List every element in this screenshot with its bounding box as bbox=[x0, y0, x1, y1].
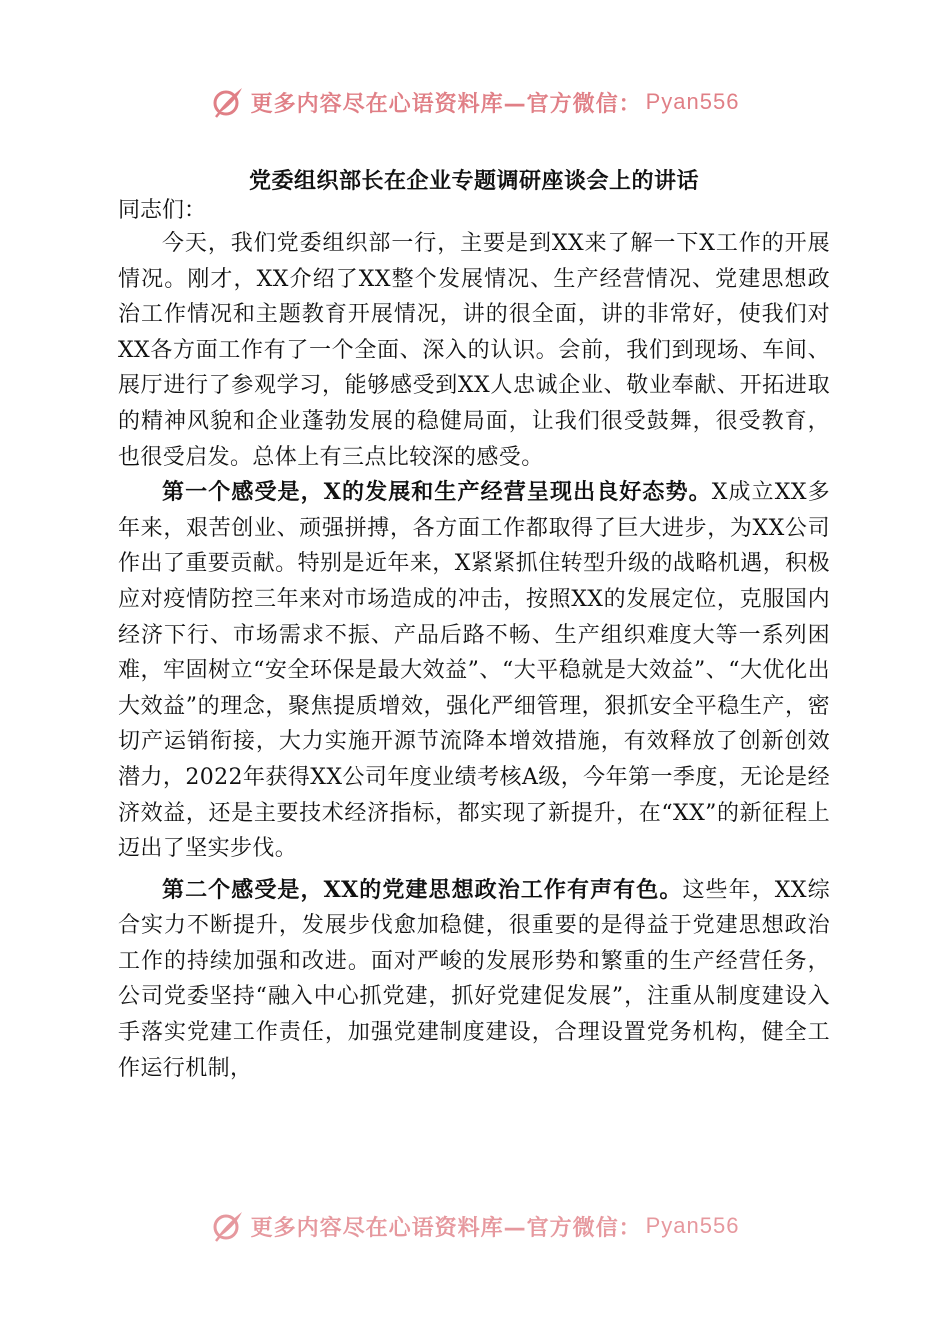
quill-logo-icon bbox=[211, 85, 245, 119]
document-body bbox=[118, 162, 830, 1086]
document-title: 党委组织部长在企业专题调研座谈会上的讲话 bbox=[248, 168, 699, 194]
point-1-paragraph bbox=[118, 475, 830, 867]
quill-logo-icon bbox=[211, 1209, 245, 1243]
point-1-lead: 第一个感受是，X的发展和生产经营呈现出良好态势。 bbox=[162, 479, 712, 506]
watermark-banner-bottom bbox=[0, 1206, 950, 1246]
salutation: 同志们： bbox=[118, 198, 207, 223]
intro-paragraph: 今天，我们党委组织部一行，主要是到XX来了解一下X工作的开展情况。刚才，XX介绍了XX整个发展情况、生产经营情况、党建思想政治工作情况和主题教育开展情况，讲的很全面，讲的非常好，使我们对XX各方面工作有了一个全面、深入的认识。会前，我们到现场、车间、展厅进行了参观学习，能够感受到XX人忠诚企业、敬业奉献、开拓进取的精神风貌和企业蓬勃发展的稳健局面，让我们很受鼓舞，很受教育，也很受启发。总体上有三点比较深的感受。 bbox=[118, 231, 830, 470]
point-2-body: 这些年，XX综合实力不断提升，发展步伐愈加稳健，很重要的是得益于党建思想政治工作的持续加强和改进。面对严峻的发展形势和繁重的生产经营任务，公司党委坚持“融入中心抓党建，抓好党建促发展”，注重从制度建设入手落实党建工作责任，加强党建制度建设，合理设置党务机构，健全工作运行机制， bbox=[118, 877, 831, 1081]
point-2-paragraph bbox=[118, 873, 830, 1087]
watermark-text-bottom: 更多内容尽在心语资料库—官方微信： bbox=[250, 1215, 642, 1241]
watermark-id-bottom: Pyan556 bbox=[645, 1213, 740, 1238]
point-1-body: X成立XX多年来，艰苦创业、顽强拼搏，各方面工作都取得了巨大进步，为XX公司作出了重要贡献。特别是近年来，X紧紧抓住转型升级的战略机遇，积极应对疫情防控三年来对市场造成的冲击，按照XX的发展定位，克服国内经济下行、市场需求不振、产品后路不畅、生产组织难度大等一系列困难，牢固树立“安全环保是最大效益”、“大平稳就是大效益”、“大优化出大效益”的理念，聚焦提质增效，强化严细管理，狠抓安全平稳生产，密切产运销衔接，大力实施开源节流降本增效措施，有效释放了创新创效潜力，2022年获得XX公司年度业绩考核A级，今年第一季度，无论是经济效益，还是主要技术经济指标，都实现了新提升，在“XX”的新征程上迈出了坚实步伐。 bbox=[118, 480, 831, 862]
watermark-banner-top bbox=[0, 82, 950, 122]
point-2-lead: 第二个感受是，XX的党建思想政治工作有声有色。 bbox=[162, 876, 683, 903]
watermark-id: Pyan556 bbox=[645, 89, 740, 114]
watermark-text: 更多内容尽在心语资料库—官方微信： bbox=[250, 91, 642, 117]
